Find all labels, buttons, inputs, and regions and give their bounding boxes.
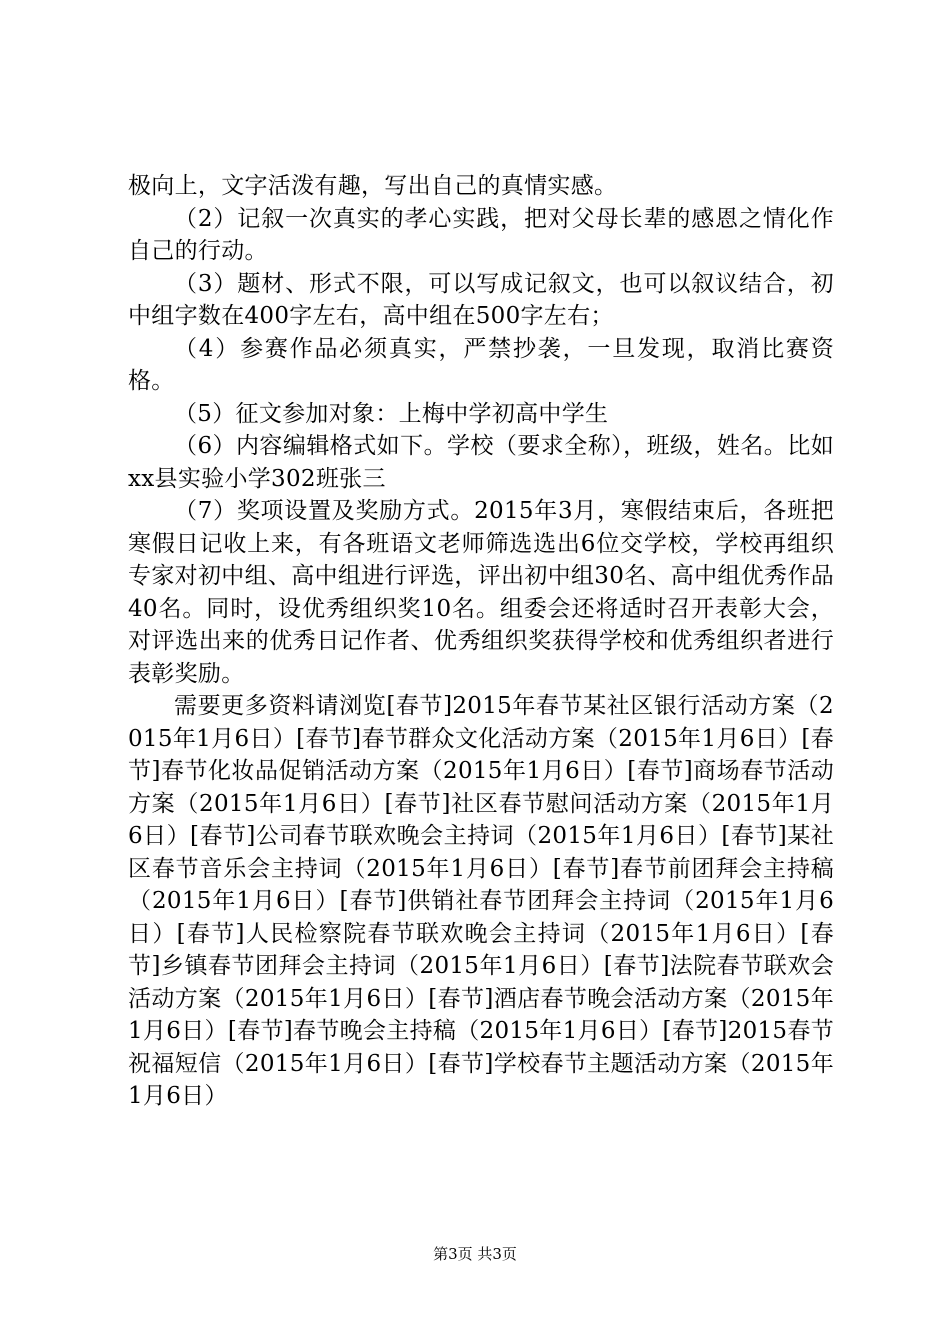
paragraph-continuation: 极向上，文字活泼有趣，写出自己的真情实感。 (128, 173, 618, 199)
paragraph-item-2: （2）记叙一次真实的孝心实践，把对父母长辈的感恩之情化作自己的行动。 (128, 205, 834, 264)
paragraph-item-6: （6）内容编辑格式如下。学校（要求全称），班级，姓名。比如xx县实验小学302班张三 (128, 433, 834, 492)
paragraph-item-7: （7）奖项设置及奖励方式。2015年3月，寒假结束后，各班把寒假日记收上来，有各班语文老师筛选选出6位交学校，学校再组织专家对初中组、高中组进行评选，评出初中组30名、高中组优秀作品40名。同时，设优秀组织奖10名。组委会还将适时召开表彰大会，对评选出来的优秀日记作者、优秀组织奖获得学校和优秀组织者进行表彰奖励。 (128, 498, 834, 687)
page-number-footer: 第3页 共3页 (433, 1245, 517, 1263)
paragraph-item-4: （4）参赛作品必须真实，严禁抄袭，一旦发现，取消比赛资格。 (128, 335, 834, 394)
paragraph-item-5: （5）征文参加对象：上梅中学初高中学生 (174, 400, 609, 427)
paragraph-item-3: （3）题材、形式不限，可以写成记叙文，也可以叙议结合，初中组字数在400字左右，高中组在500字左右； (128, 270, 834, 329)
document-body (128, 170, 834, 1113)
paragraph-more-resources: 需要更多资料请浏览[春节]2015年春节某社区银行活动方案（2015年1月6日）[春节]春节群众文化活动方案（2015年1月6日）[春节]春节化妆品促销活动方案（2015年1月6日）[春节]商场春节活动方案（2015年1月6日）[春节]社区春节慰问活动方案（2015年1月6日）[春节]公司春节联欢晚会主持词（2015年1月6日）[春节]某社区春节音乐会主持词（2015年1月6日）[春节]春节前团拜会主持稿（2015年1月6日）[春节]供销社春节团拜会主持词（2015年1月6日）[春节]人民检察院春节联欢晚会主持词（2015年1月6日）[春节]乡镇春节团拜会主持词（2015年1月6日）[春节]法院春节联欢会活动方案（2015年1月6日）[春节]酒店春节晚会活动方案（2015年1月6日）[春节]春节晚会主持稿（2015年1月6日）[春节]2015春节祝福短信（2015年1月6日）[春节]学校春节主题活动方案（2015年1月6日） (128, 693, 834, 1109)
